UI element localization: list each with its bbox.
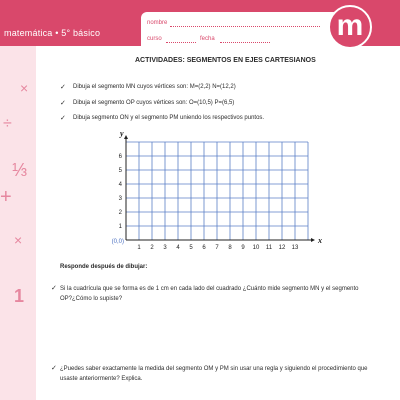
number-one-icon: 1 bbox=[14, 286, 25, 306]
check-icon: ✓ bbox=[60, 100, 66, 107]
page-title: ACTIVIDADES: SEGMENTOS EN EJES CARTESIANOS bbox=[135, 57, 316, 64]
x-tick-label: 4 bbox=[176, 245, 180, 251]
course-label: curso bbox=[147, 36, 162, 42]
x-tick-label: 6 bbox=[202, 245, 206, 251]
question-2: ✓ ¿Puedes saber exactamente la medida del segmento OM y PM sin usar una regla y siguiendo el procedimiento que usaste anteriormente? Explica. bbox=[51, 365, 368, 382]
check-icon: ✓ bbox=[51, 285, 57, 292]
y-tick-label: 6 bbox=[118, 154, 122, 160]
y-axis-arrow bbox=[124, 135, 128, 139]
y-tick-label: 5 bbox=[118, 168, 122, 174]
divide-icon: ÷ bbox=[3, 115, 12, 132]
y-tick-label: 2 bbox=[118, 210, 122, 216]
x-tick-label: 11 bbox=[265, 245, 273, 251]
date-label: fecha bbox=[200, 36, 215, 42]
plus-icon: + bbox=[0, 186, 12, 208]
y-axis-label: y bbox=[120, 129, 124, 138]
multiply-icon-2: × bbox=[14, 232, 23, 248]
check-icon: ✓ bbox=[60, 84, 66, 91]
subject-label: matemática • 5° básico bbox=[4, 28, 101, 38]
x-tick-label: 8 bbox=[228, 245, 232, 251]
check-icon: ✓ bbox=[51, 365, 57, 372]
x-tick-label: 7 bbox=[215, 245, 219, 251]
x-axis-label: x bbox=[318, 236, 322, 245]
x-tick-label: 5 bbox=[189, 245, 193, 251]
fraction-icon: ⅓ bbox=[12, 160, 28, 180]
check-icon: ✓ bbox=[60, 115, 66, 122]
multiply-icon: × bbox=[20, 80, 29, 96]
origin-label: (0,0) bbox=[111, 239, 124, 245]
x-tick-label: 3 bbox=[163, 245, 167, 251]
x-tick-label: 9 bbox=[241, 245, 245, 251]
x-tick-label: 1 bbox=[137, 245, 141, 251]
y-tick-label: 1 bbox=[118, 224, 122, 230]
name-label: nombre bbox=[147, 20, 168, 26]
x-tick-label: 10 bbox=[252, 245, 260, 251]
x-tick-label: 12 bbox=[278, 245, 286, 251]
x-tick-label: 2 bbox=[150, 245, 154, 251]
x-axis-arrow bbox=[311, 238, 315, 242]
grid-lines bbox=[126, 142, 308, 240]
y-tick-label: 3 bbox=[118, 196, 122, 202]
y-tick-label: 4 bbox=[118, 182, 122, 188]
question-1: ✓ Si la cuadrícula que se forma es de 1 cm en cada lado del cuadrado ¿Cuánto mide segmento MN y el segmento OP?¿Cómo lo supiste? bbox=[51, 285, 359, 302]
prompt-label: Responde después de dibujar: bbox=[60, 264, 148, 270]
x-tick-label: 13 bbox=[291, 245, 299, 251]
logo-m: m bbox=[328, 5, 372, 49]
